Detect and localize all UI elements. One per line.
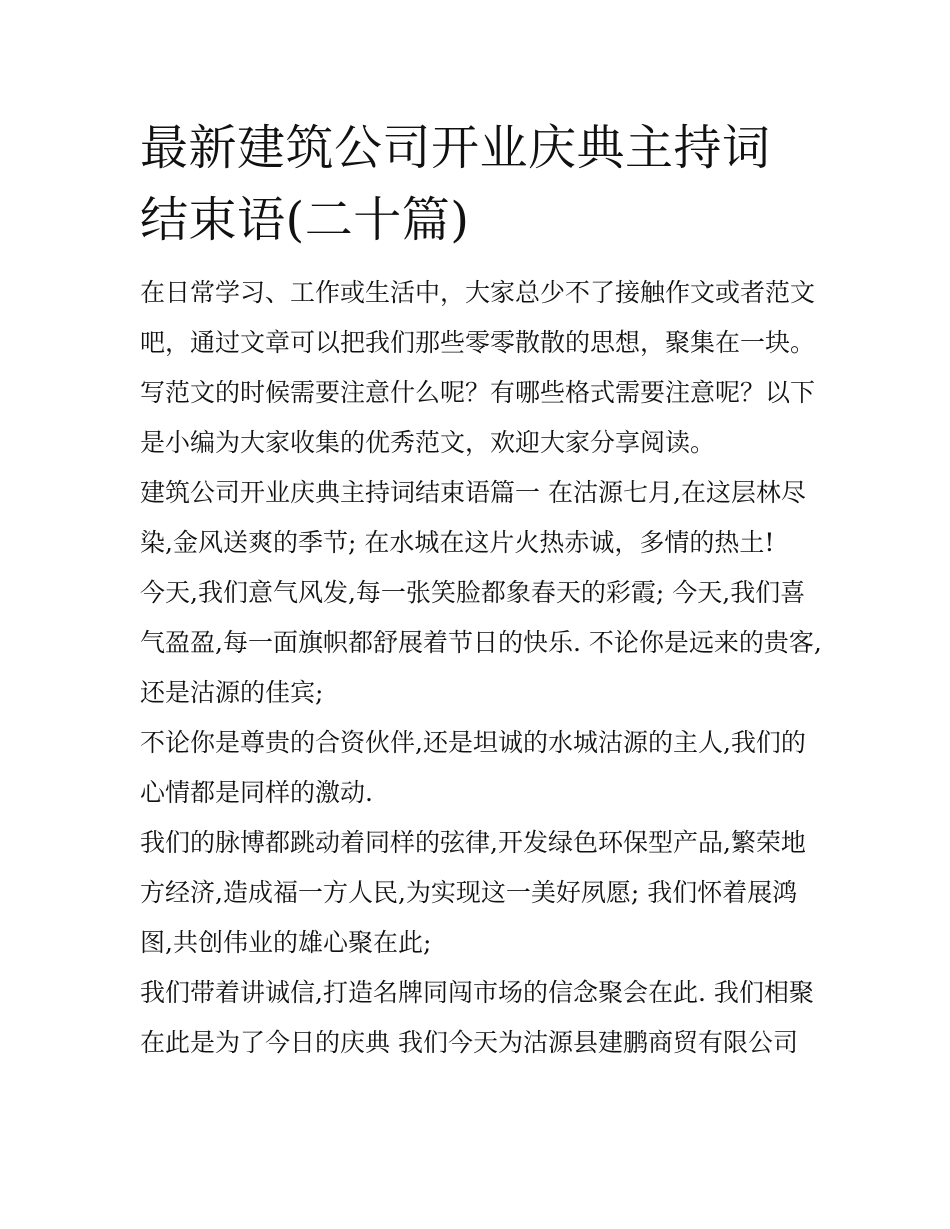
body-line: 写范文的时候需要注意什么呢？有哪些格式需要注意呢？以下 [140, 378, 816, 407]
body-line: 我们带着讲诚信,打造名牌同闯市场的信念聚会在此. 我们相聚 [140, 978, 814, 1007]
body-line: 在此是为了今日的庆典 我们今天为沽源县建鹏商贸有限公司 [140, 1028, 798, 1057]
document-page [140, 112, 820, 1068]
document-title [140, 112, 820, 256]
body-line: 心情都是同样的激动. [140, 778, 373, 807]
document-body [140, 268, 820, 1068]
body-line: 建筑公司开业庆典主持词结束语篇一 在沽源七月,在这层林尽 [140, 478, 806, 507]
body-line: 在日常学习、工作或生活中，大家总少不了接触作文或者范文 [140, 278, 816, 307]
body-line: 吧，通过文章可以把我们那些零零散散的思想，聚集在一块。 [140, 328, 816, 357]
body-line: 我们的脉博都跳动着同样的弦律,开发绿色环保型产品,繁荣地 [140, 828, 806, 857]
body-line: 还是沽源的佳宾; [140, 678, 324, 707]
title-line: 结束语(二十篇) [140, 192, 470, 248]
body-line: 染,金风送爽的季节; 在水城在这片火热赤诚，多情的热土! [140, 528, 775, 557]
body-line: 图,共创伟业的雄心聚在此; [140, 928, 432, 957]
body-line: 方经济,造成福一方人民,为实现这一美好夙愿; 我们怀着展鸿 [140, 878, 798, 907]
body-line: 不论你是尊贵的合资伙伴,还是坦诚的水城沽源的主人,我们的 [140, 728, 806, 757]
title-line: 最新建筑公司开业庆典主持词 [140, 120, 771, 176]
body-line: 今天,我们意气风发,每一张笑脸都象春天的彩霞; 今天,我们喜 [140, 578, 806, 607]
body-line: 气盈盈,每一面旗帜都舒展着节日的快乐. 不论你是远来的贵客, [140, 628, 822, 657]
body-line: 是小编为大家收集的优秀范文，欢迎大家分享阅读。 [140, 428, 716, 457]
